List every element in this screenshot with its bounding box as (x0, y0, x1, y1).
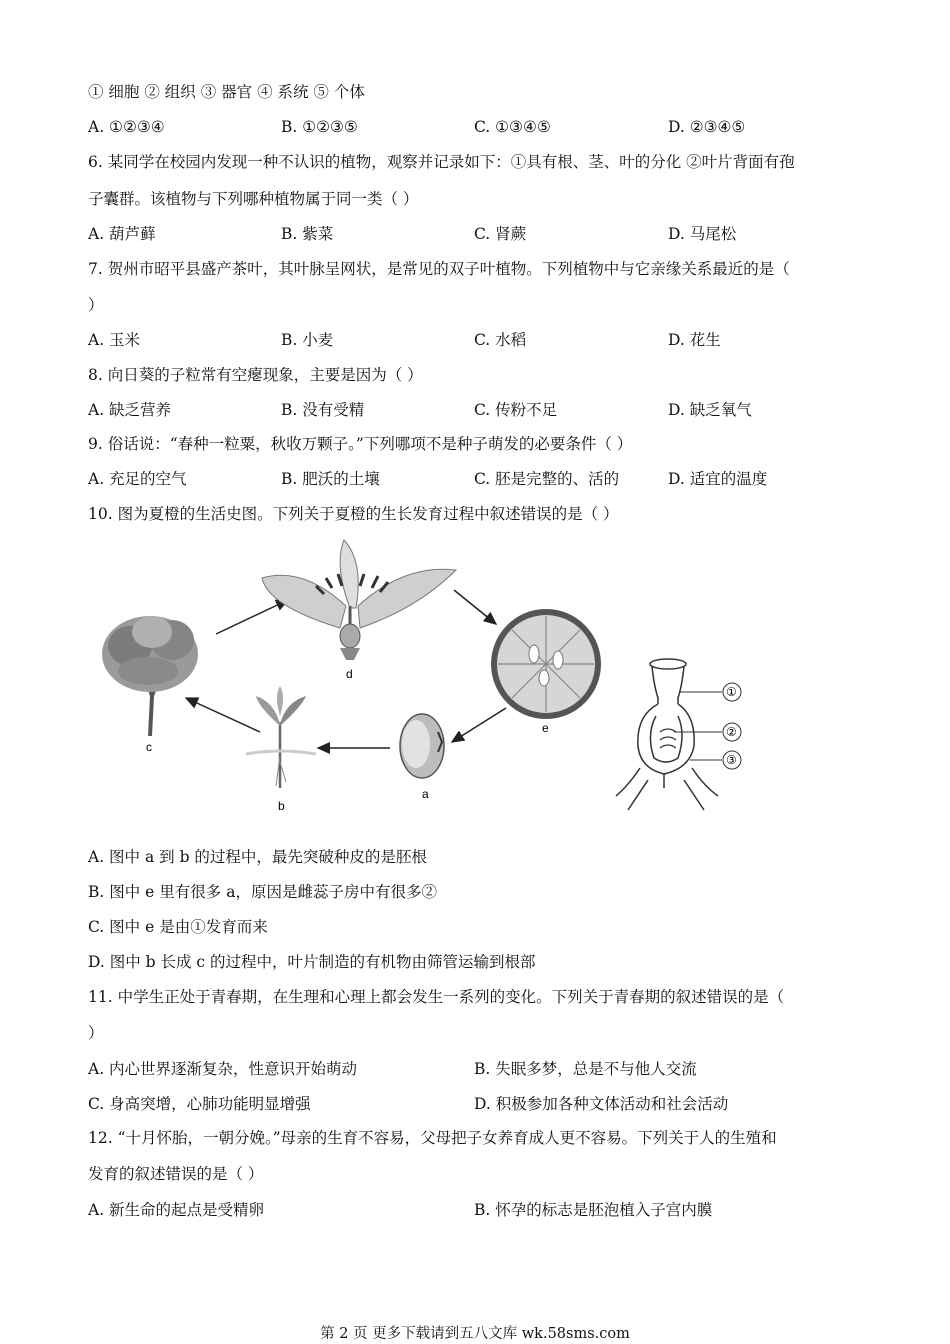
q6-option-d: D. 马尾松 (668, 225, 737, 243)
q8-option-d: D. 缺乏氧气 (668, 401, 752, 419)
q12-option-a: A. 新生命的起点是受精卵 (88, 1201, 265, 1219)
q6-option-b: B. 紫菜 (281, 225, 334, 243)
q5-items: ① 细胞 ② 组织 ③ 器官 ④ 系统 ⑤ 个体 (88, 83, 365, 101)
q12-stem-line2: 发育的叙述错误的是（ ） (88, 1165, 264, 1183)
label-e: e (542, 721, 549, 735)
q7-stem-line2: ） (88, 296, 104, 314)
q9-option-d: D. 适宜的温度 (668, 470, 768, 488)
tree-illustration-c (102, 616, 198, 736)
label-b: b (278, 799, 285, 813)
q7-option-d: D. 花生 (668, 331, 721, 349)
q8-option-b: B. 没有受精 (281, 401, 365, 419)
q10-stem: 10. 图为夏橙的生活史图。下列关于夏橙的生长发育过程中叙述错误的是（ ） (88, 505, 619, 523)
q11-option-b: B. 失眠多梦，总是不与他人交流 (474, 1060, 697, 1078)
seed-illustration-a (400, 714, 444, 778)
q6-option-a: A. 葫芦藓 (88, 225, 156, 243)
arrow-c-to-d (216, 600, 288, 634)
pistil-diagram (616, 659, 718, 810)
arrow-b-to-c (186, 698, 260, 732)
q10-option-a: A. 图中 a 到 b 的过程中，最先突破种皮的是胚根 (88, 848, 427, 866)
q12-stem-line1: 12. “十月怀胎，一朝分娩。”母亲的生育不容易，父母把子女养育成人更不容易。下列关于人的生殖和 (88, 1129, 777, 1147)
orange-section-illustration-e (491, 609, 601, 719)
flower-illustration-d (262, 540, 456, 660)
q9-option-c: C. 胚是完整的、活的 (474, 470, 620, 488)
q11-option-c: C. 身高突增，心肺功能明显增强 (88, 1095, 311, 1113)
label-d: d (346, 667, 353, 681)
q12-option-b: B. 怀孕的标志是胚泡植入子宫内膜 (474, 1201, 713, 1219)
seedling-illustration-b (246, 686, 316, 788)
q8-stem: 8. 向日葵的子粒常有空瘪现象，主要是因为（ ） (88, 366, 423, 384)
orange-life-cycle-figure (88, 536, 808, 821)
page-footer: 第 2 页 更多下载请到五八文库 wk.58sms.com (320, 1326, 630, 1342)
callout-3: ③ (726, 753, 737, 767)
q8-option-c: C. 传粉不足 (474, 401, 558, 419)
q6-stem-line2: 子囊群。该植物与下列哪种植物属于同一类（ ） (88, 190, 419, 208)
q5-option-c: C. ①③④⑤ (474, 118, 551, 136)
label-c: c (146, 740, 152, 754)
q10-option-b: B. 图中 e 里有很多 a，原因是雌蕊子房中有很多② (88, 883, 437, 901)
arrow-e-to-a (452, 708, 506, 742)
q5-option-b: B. ①②③⑤ (281, 118, 358, 136)
q11-stem-line1: 11. 中学生正处于青春期，在生理和心理上都会发生一系列的变化。下列关于青春期的叙述错误的是（ (88, 988, 785, 1006)
q7-option-b: B. 小麦 (281, 331, 334, 349)
callout-1: ① (726, 685, 737, 699)
q6-stem-line1: 6. 某同学在校园内发现一种不认识的植物，观察并记录如下：①具有根、茎、叶的分化 ②叶片背面有孢 (88, 153, 795, 171)
q11-option-a: A. 内心世界逐渐复杂，性意识开始萌动 (88, 1060, 358, 1078)
q11-option-d: D. 积极参加各种文体活动和社会活动 (474, 1095, 729, 1113)
q10-option-c: C. 图中 e 是由①发育而来 (88, 918, 268, 936)
q9-stem: 9. 俗话说：“春种一粒粟，秋收万颗子。”下列哪项不是种子萌发的必要条件（ ） (88, 435, 633, 453)
q7-option-a: A. 玉米 (88, 331, 141, 349)
q10-option-d: D. 图中 b 长成 c 的过程中，叶片制造的有机物由筛管运输到根部 (88, 953, 536, 971)
q11-stem-line2: ） (88, 1024, 104, 1042)
q7-option-c: C. 水稻 (474, 331, 527, 349)
arrow-d-to-e (454, 590, 496, 624)
q9-option-b: B. 肥沃的土壤 (281, 470, 380, 488)
q8-option-a: A. 缺乏营养 (88, 401, 172, 419)
q5-option-d: D. ②③④⑤ (668, 118, 746, 136)
q6-option-c: C. 肾蕨 (474, 225, 527, 243)
q9-option-a: A. 充足的空气 (88, 470, 187, 488)
q7-stem-line1: 7. 贺州市昭平县盛产茶叶，其叶脉呈网状，是常见的双子叶植物。下列植物中与它亲缘关系最近的是（ (88, 260, 790, 278)
callout-2: ② (726, 725, 737, 739)
label-a: a (422, 787, 429, 801)
q5-option-a: A. ①②③④ (88, 118, 165, 136)
